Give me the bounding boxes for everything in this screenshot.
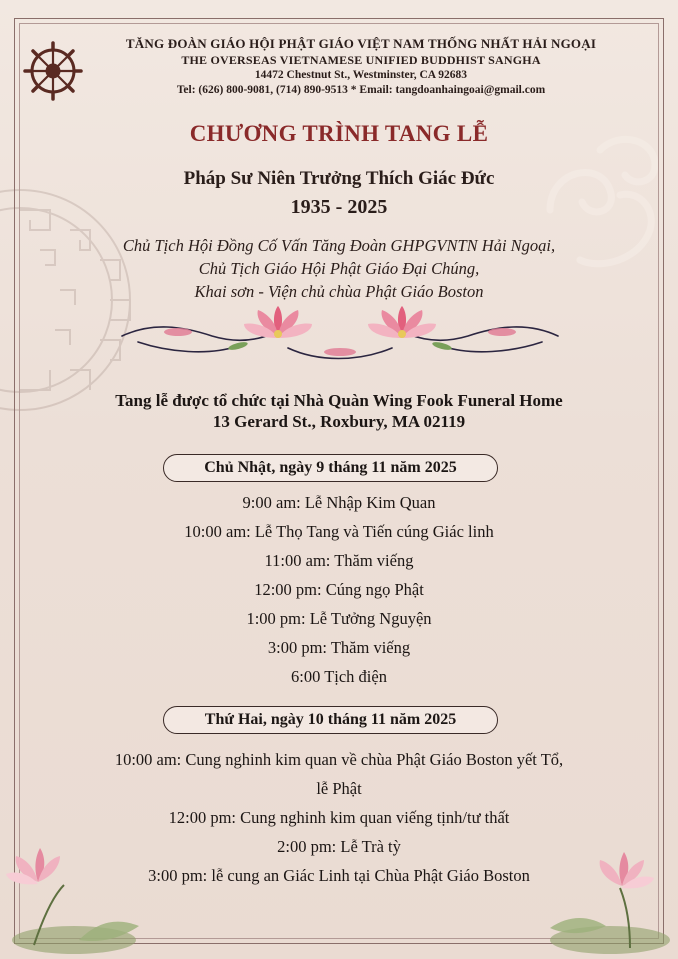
schedule-event: 3:00 pm: lễ cung an Giác Linh tại Chùa Phật Giáo Boston (148, 866, 530, 885)
schedule-event: 6:00 Tịch điện (291, 667, 387, 686)
honoree-years: 1935 - 2025 (290, 196, 388, 218)
lotus-icon (4, 840, 144, 955)
schedule-event: 3:00 pm: Thăm viếng (267, 638, 411, 657)
schedule-event: 1:00 pm: Lễ Tưởng Nguyện (246, 609, 432, 628)
honoree-role: Chủ Tịch Hội Đồng Cố Vấn Tăng Đoàn GHPGVNTN Hải Ngoại, (122, 236, 556, 255)
lotus-divider (118, 306, 562, 368)
honoree-role: Chủ Tịch Giáo Hội Phật Giáo Đại Chúng, (198, 259, 480, 278)
venue-line: Tang lễ được tổ chức tại Nhà Quàn Wing Fook Funeral Home (115, 391, 563, 410)
schedule-event: 10:00 am: Lễ Thọ Tang và Tiến cúng Giác linh (184, 522, 494, 541)
schedule-event: 9:00 am: Lễ Nhập Kim Quan (242, 493, 436, 512)
honoree-role: Khai sơn - Viện chủ chùa Phật Giáo Boston (194, 282, 484, 301)
honoree-name: Pháp Sư Niên Trưởng Thích Giác Đức (183, 168, 495, 189)
org-address: 14472 Chestnut St., Westminster, CA 92683 (254, 69, 468, 81)
org-contact: Tel: (626) 800-9081, (714) 890-9513 * Email: tangdoanhaingoai@gmail.com (176, 84, 546, 96)
schedule-event: 12:00 pm: Cung nghinh kim quan viếng tịnh/tư thất (168, 808, 510, 827)
schedule-event: 2:00 pm: Lễ Trà tỳ (277, 837, 401, 856)
dharma-wheel-icon (22, 40, 84, 102)
schedule-event: 10:00 am: Cung nghinh kim quan về chùa Phật Giáo Boston yết Tổ, (114, 750, 564, 769)
day-header-monday: Thứ Hai, ngày 10 tháng 11 năm 2025 (163, 706, 498, 734)
lotus-icon (540, 848, 674, 956)
org-name-vietnamese: TĂNG ĐOÀN GIÁO HỘI PHẬT GIÁO VIỆT NAM THỐNG NHẤT HẢI NGOẠI (125, 36, 597, 51)
lotus-icon (244, 306, 312, 338)
schedule-event: 11:00 am: Thăm viếng (264, 551, 414, 570)
venue-address: 13 Gerard St., Roxbury, MA 02119 (212, 412, 466, 431)
day-header-sunday: Chủ Nhật, ngày 9 tháng 11 năm 2025 (163, 454, 498, 482)
schedule-event: 12:00 pm: Cúng ngọ Phật (254, 580, 424, 599)
program-title: CHƯƠNG TRÌNH TANG LỄ (189, 121, 489, 146)
lotus-icon (368, 306, 436, 338)
schedule-event: lễ Phật (316, 779, 362, 798)
org-name-english: THE OVERSEAS VIETNAMESE UNIFIED BUDDHIST SANGHA (181, 53, 541, 67)
